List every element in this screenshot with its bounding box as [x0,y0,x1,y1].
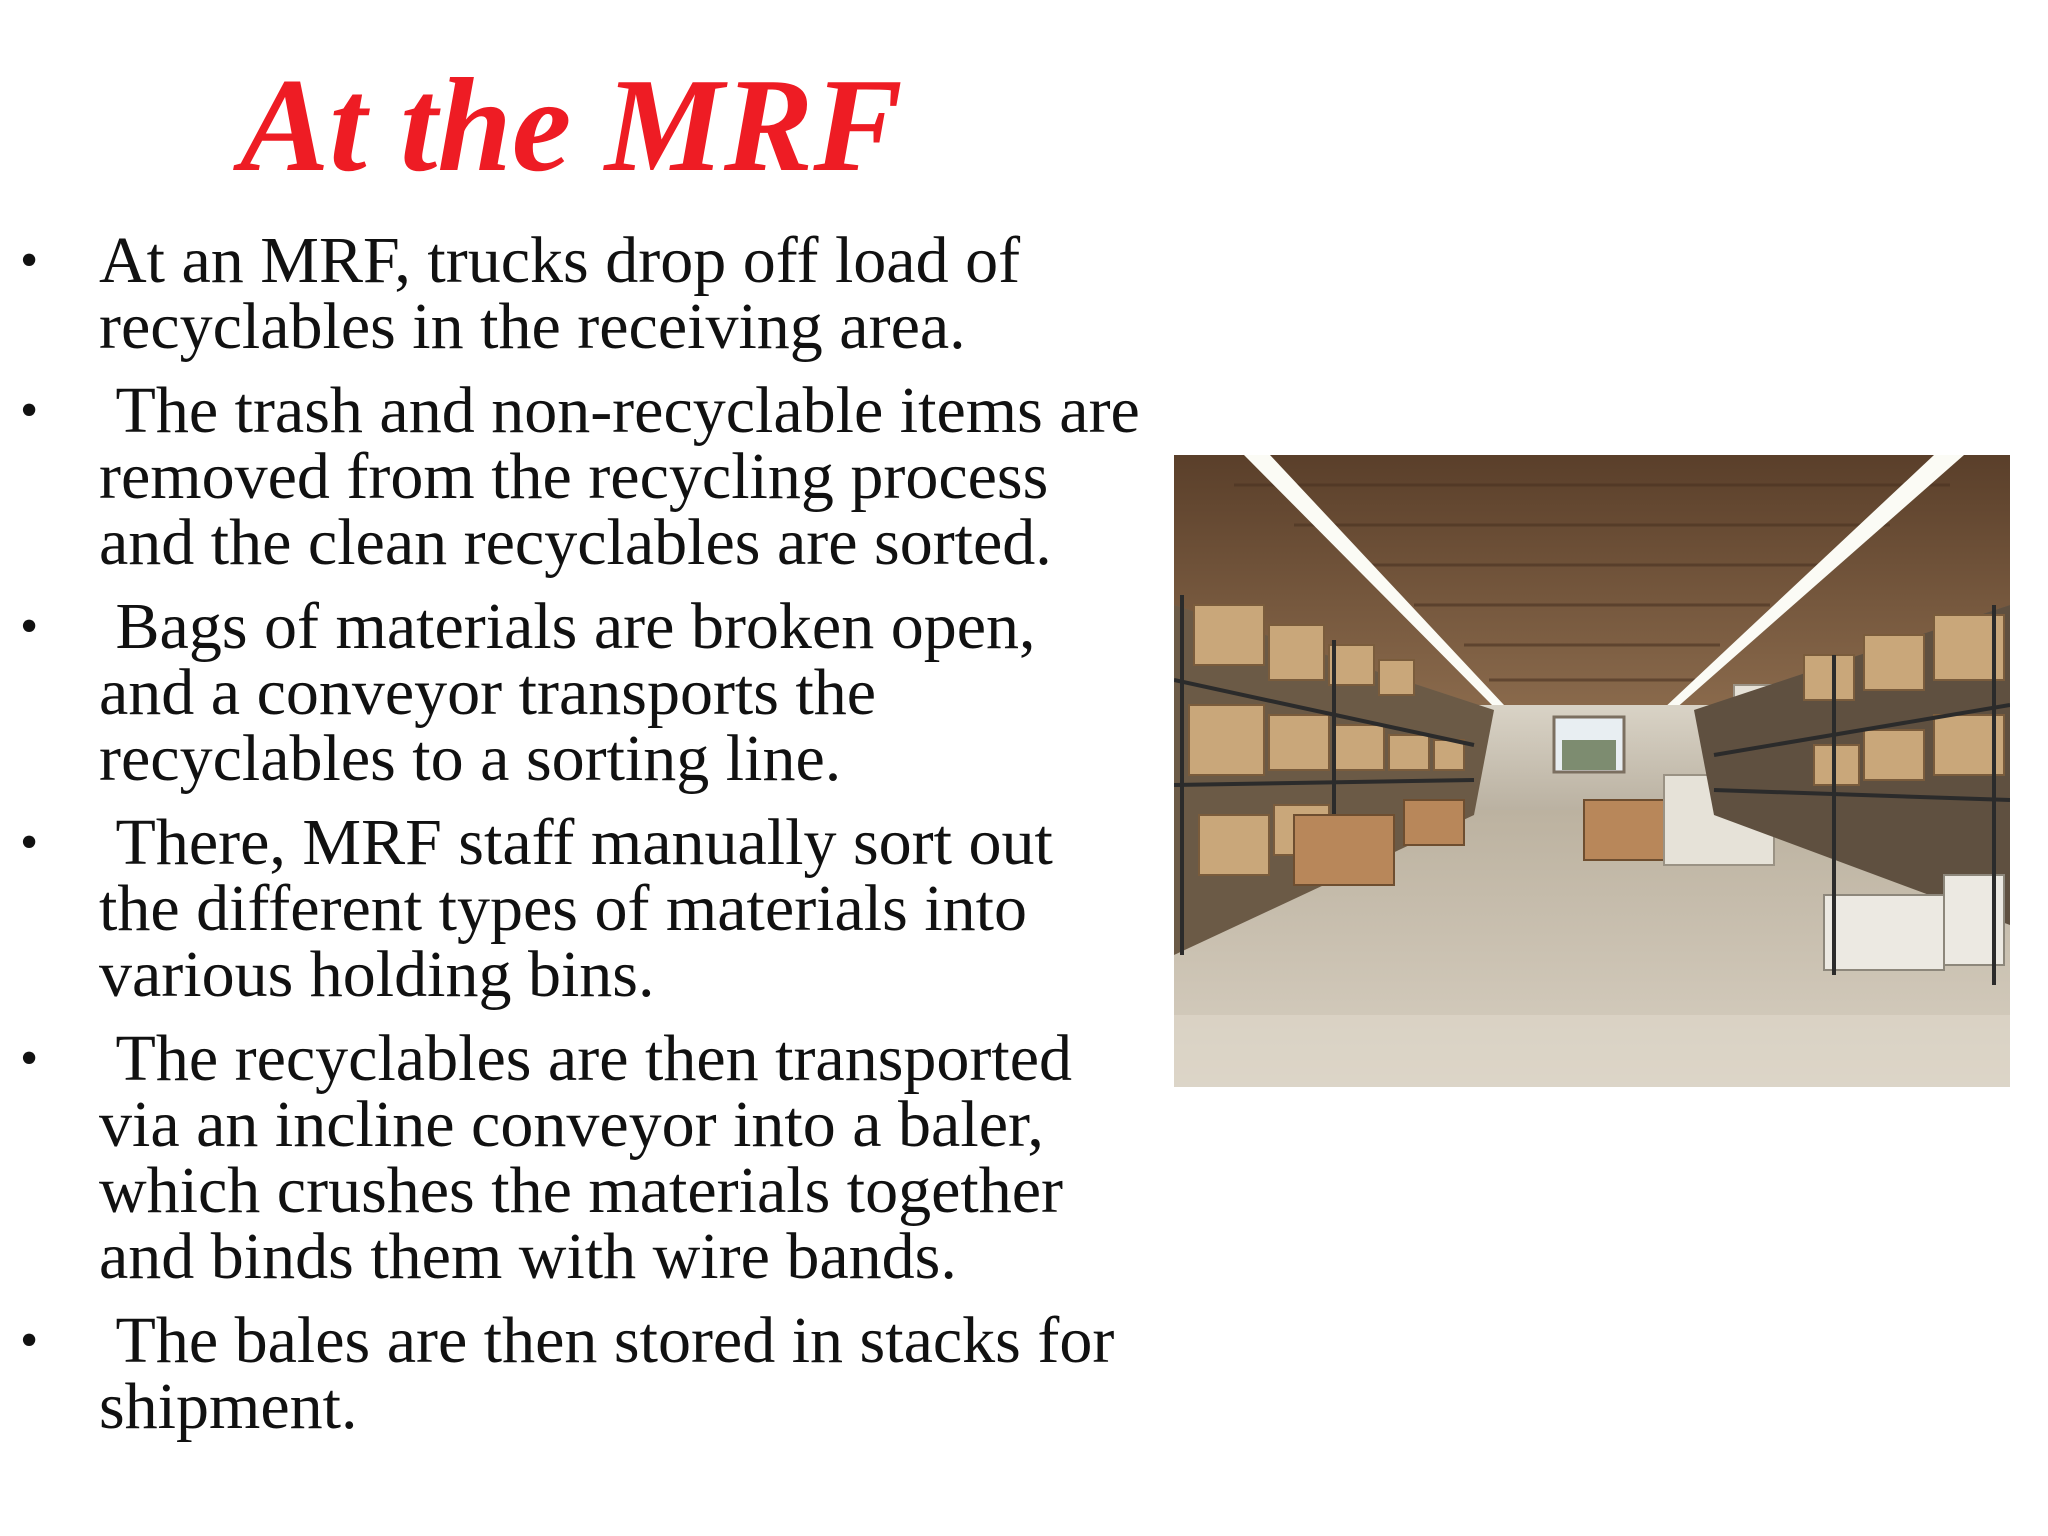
bullet-dot-icon: • [20,1312,39,1369]
warehouse-photo [1174,455,2010,1087]
bullet-text: Bags of materials are broken open, and a conveyor transports the recyclables to a sorting line. [99,590,1053,795]
slide-title: At the MRF [240,51,903,199]
bullet-item [0,806,1140,1011]
bullet-text: The bales are then stored in stacks for shipment. [99,1304,1131,1443]
bullet-item [0,1022,1140,1293]
bullet-item [0,590,1140,795]
bullet-text: The recyclables are then transported via an incline conveyor into a baler, which crushes the materials together and binds them with wire bands. [99,1022,1089,1293]
bullet-dot-icon: • [20,382,39,439]
bullet-dot-icon: • [20,598,39,655]
bullet-dot-icon: • [20,814,39,871]
bullet-dot-icon: • [20,232,39,289]
bullet-list [0,224,1157,1458]
bullet-item [0,1304,1140,1443]
bullet-text: The trash and non-recyclable items are removed from the recycling process and the clean recyclables are sorted. [99,374,1157,579]
bullet-dot-icon: • [20,1030,39,1087]
bullet-item [0,374,1157,579]
bullet-text: At an MRF, trucks drop off load of recyclables in the receiving area. [99,224,1021,363]
warehouse-illustration [1174,455,2010,1087]
bullet-text: There, MRF staff manually sort out the different types of materials into various holding bins. [99,806,1070,1011]
bullet-item [0,224,1140,363]
